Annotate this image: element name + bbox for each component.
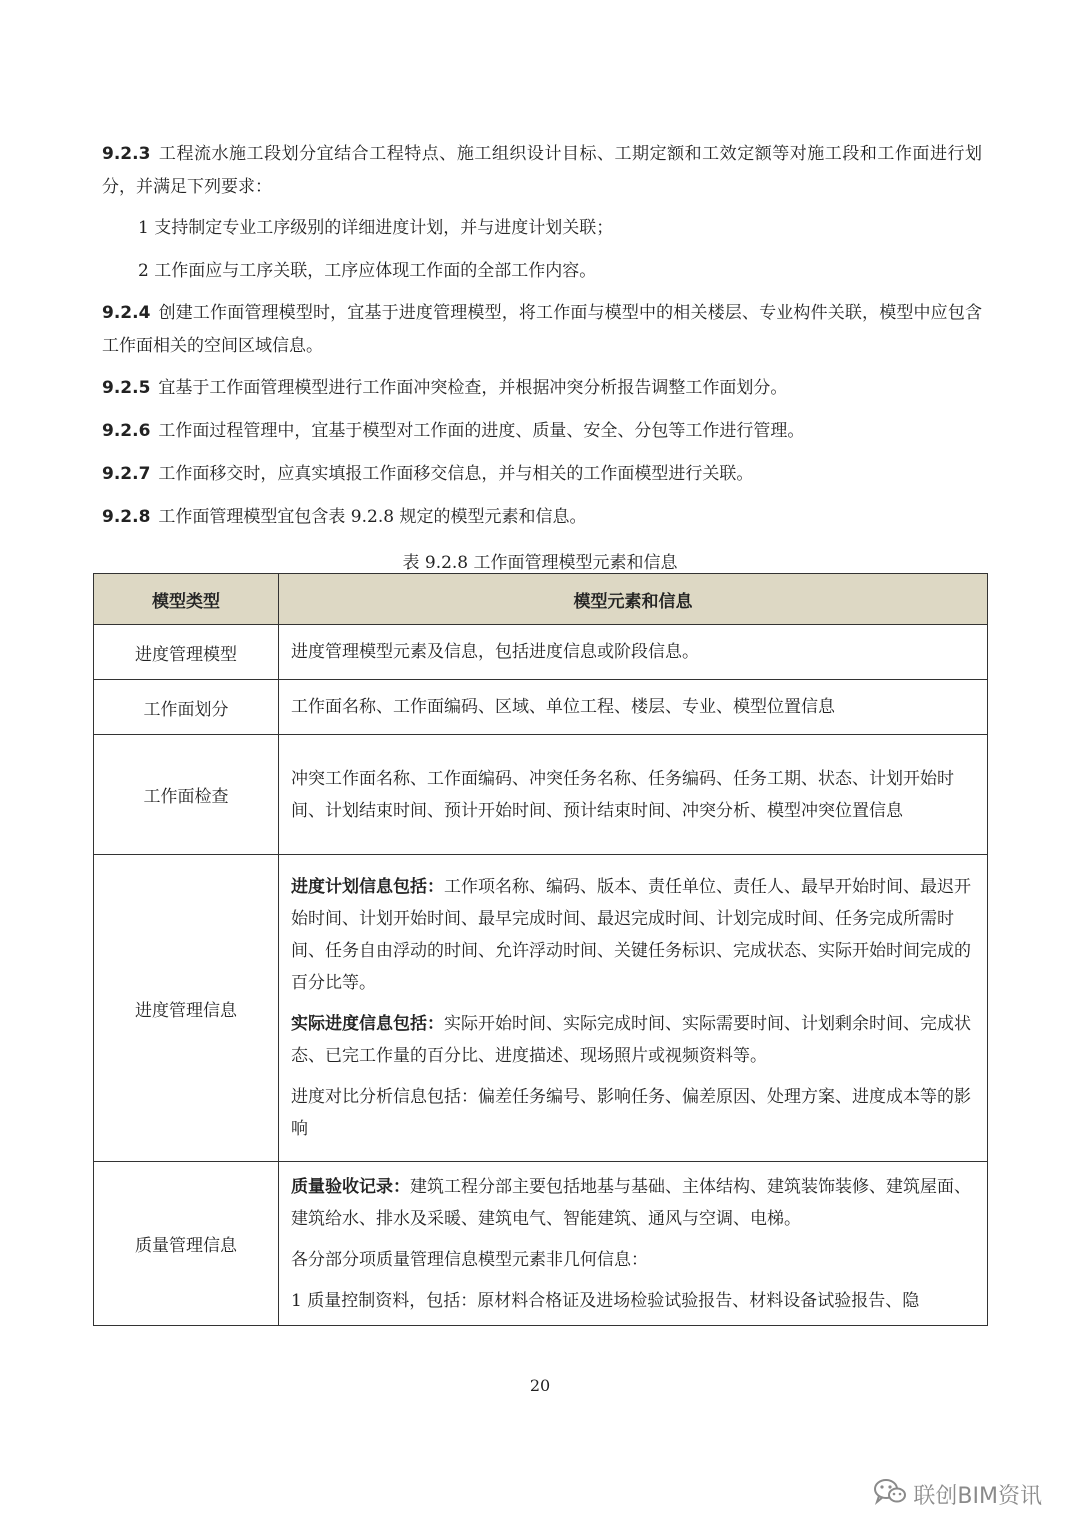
- table-caption: 表 9.2.8 工作面管理模型元素和信息: [402, 553, 678, 573]
- model-info-cell: 冲突工作面名称、工作面编码、冲突任务名称、任务编码、任务工期、状态、计划开始时间、计划结束时间、预计开始时间、预计结束时间、冲突分析、模型冲突位置信息: [279, 735, 988, 855]
- clause-text: 工作面过程管理中，宜基于模型对工作面的进度、质量、安全、分包等工作进行管理。: [158, 421, 805, 441]
- info-paragraph: [291, 1008, 975, 1072]
- model-info-cell: [279, 855, 988, 1162]
- list-item: 2 工作面应与工序关联，工序应体现工作面的全部工作内容。: [138, 261, 597, 281]
- clause-text: 工程流水施工段划分宜结合工程特点、施工组织设计目标、工期定额和工效定额等对施工段和工作面进行划分，并满足下列要求：: [102, 144, 982, 197]
- info-label: 实际进度信息包括：: [291, 1014, 444, 1034]
- clause-number: 9.2.3: [102, 144, 151, 164]
- clause-9-2-7: [102, 458, 982, 491]
- info-label: 进度计划信息包括：: [291, 877, 444, 897]
- model-type-cell: 工作面检查: [94, 735, 279, 855]
- clause-text: 宜基于工作面管理模型进行工作面冲突检查，并根据冲突分析报告调整工作面划分。: [158, 378, 788, 398]
- info-paragraph: [291, 1171, 975, 1235]
- clause-number: 9.2.7: [102, 464, 151, 484]
- clause-text: 工作面管理模型宜包含表 9.2.8 规定的模型元素和信息。: [158, 507, 587, 527]
- clause-number: 9.2.5: [102, 378, 151, 398]
- info-text: 建筑工程分部主要包括地基与基础、主体结构、建筑装饰装修、建筑屋面、建筑给水、排水及采暖、建筑电气、智能建筑、通风与空调、电梯。: [291, 1176, 971, 1229]
- info-paragraph: [291, 871, 975, 999]
- info-paragraph: 进度对比分析信息包括：偏差任务编号、影响任务、偏差原因、处理方案、进度成本等的影响: [291, 1087, 971, 1139]
- info-label: 质量验收记录：: [291, 1176, 410, 1197]
- model-type-cell: 进度管理信息: [94, 855, 279, 1162]
- page-number: 20: [529, 1376, 551, 1395]
- clause-number: 9.2.4: [102, 303, 151, 323]
- clause-text: 创建工作面管理模型时，宜基于进度管理模型，将工作面与模型中的相关楼层、专业构件关联，模型中应包含工作面相关的空间区域信息。: [102, 303, 982, 356]
- model-info-cell: 工作面名称、工作面编码、区域、单位工程、楼层、专业、模型位置信息: [279, 680, 988, 735]
- model-info-table: [93, 573, 988, 1326]
- clause-9-2-3: [102, 138, 982, 204]
- column-header-type: 模型类型: [94, 574, 279, 625]
- wechat-icon: [873, 1478, 907, 1511]
- info-paragraph: 各分部分项质量管理信息模型元素非几何信息：: [291, 1249, 648, 1270]
- table-row: [94, 680, 988, 735]
- model-info-cell: 进度管理模型元素及信息，包括进度信息或阶段信息。: [279, 625, 988, 680]
- clause-9-2-5: [102, 372, 982, 405]
- list-item: 1 支持制定专业工序级别的详细进度计划，并与进度计划关联；: [138, 218, 614, 238]
- clause-9-2-6: [102, 415, 982, 448]
- table-row: [94, 855, 988, 1162]
- table-row: [94, 1162, 988, 1326]
- table-row: [94, 735, 988, 855]
- model-type-cell: 进度管理模型: [94, 625, 279, 680]
- clause-9-2-4: [102, 297, 982, 363]
- info-text: 实际开始时间、实际完成时间、实际需要时间、计划剩余时间、完成状态、已完工作量的百分比、进度描述、现场照片或视频资料等。: [291, 1014, 971, 1066]
- clause-9-2-8: [102, 501, 982, 534]
- table-row: [94, 625, 988, 680]
- clause-text: 工作面移交时，应真实填报工作面移交信息，并与相关的工作面模型进行关联。: [158, 464, 754, 484]
- model-info-cell: [279, 1162, 988, 1326]
- watermark-text: 联创BIM资讯: [913, 1484, 1042, 1509]
- watermark: [873, 1478, 1042, 1511]
- clause-number: 9.2.6: [102, 421, 151, 441]
- model-type-cell: 质量管理信息: [94, 1162, 279, 1326]
- table-header-row: [94, 574, 988, 625]
- column-header-info: 模型元素和信息: [279, 574, 988, 625]
- info-paragraph: 1 质量控制资料，包括：原材料合格证及进场检验试验报告、材料设备试验报告、隐: [291, 1290, 920, 1311]
- info-text: 工作项名称、编码、版本、责任单位、责任人、最早开始时间、最迟开始时间、计划开始时间、最早完成时间、最迟完成时间、计划完成时间、任务完成所需时间、任务自由浮动的时间、允许浮动时间、关键任务标识、完成状态、实际开始时间完成的百分比等。: [291, 877, 971, 993]
- clause-number: 9.2.8: [102, 507, 151, 527]
- model-type-cell: 工作面划分: [94, 680, 279, 735]
